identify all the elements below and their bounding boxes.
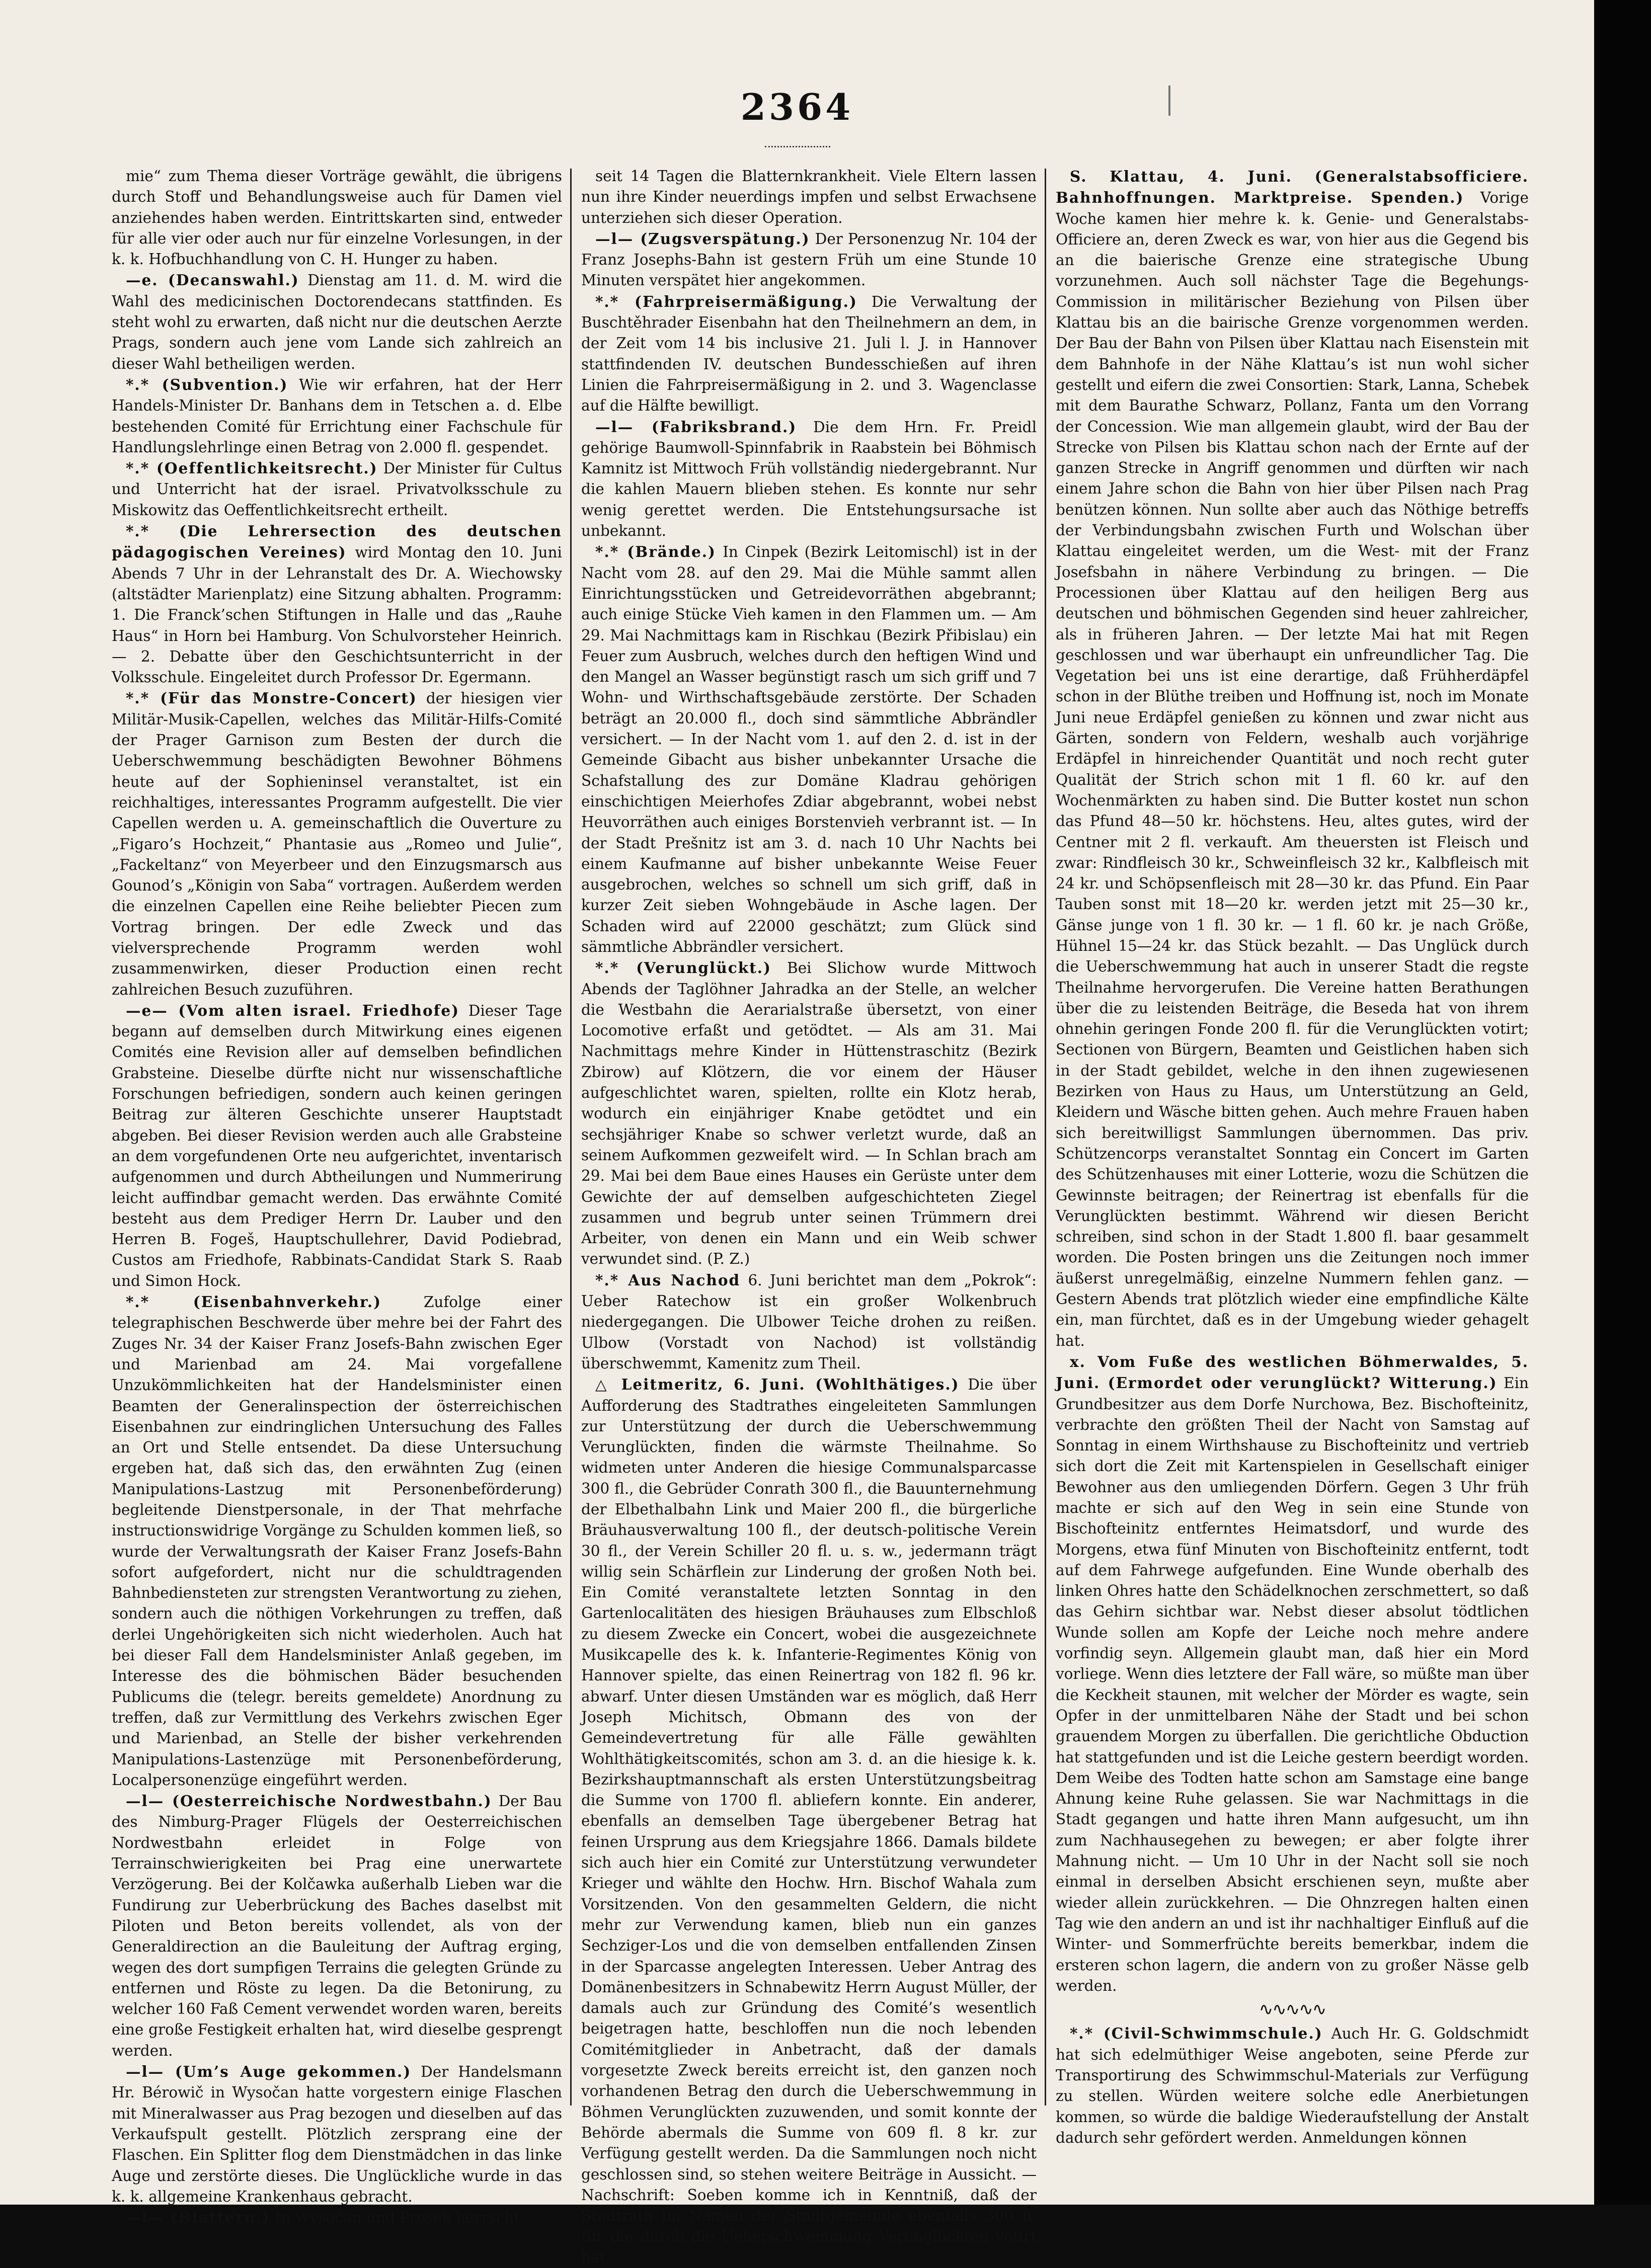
article [112, 458, 562, 521]
article-heading: —l— (Blattern.) [126, 2209, 270, 2227]
column-rule-right [1045, 169, 1046, 2105]
article [581, 291, 1037, 417]
column-2 [581, 166, 1037, 2266]
article-text: Bei Slichow wurde Mittwoch Abends der Taglöhner Jahradka an der Stelle, an welcher die Westbahn die Aerarialstraße übersetzt, von einer Locomotive erfaßt und getödtet. — Als am 31. Mai Nachmittags mehre Kinder in Hüttenstraschitz (Bezirk Zbirow) auf Klötzern, die vor einem der Häuser aufgeschlichtet waren, spielten, rollte ein Klotz herab, wodurch ein einjähriger Knabe getödtet und ein sechsjähriger Knabe so schwer verletzt wurde, daß an seinem Aufkommen gezweifelt wird. — In Schlan brach am 29. Mai bei dem Baue eines Hauses ein Gerüste unter dem Gewichte der auf demselben aufgeschichteten Ziegel zusammen und begrub unter seinen Trümmern drei Arbeiter, von denen ein Mann und ein Weib schwer verwundet sind. (P. Z.) [581, 959, 1037, 1268]
article [112, 2061, 562, 2207]
article-heading: *.* (Fahrpreisermäßigung.) [595, 292, 857, 310]
article-heading: *.* (Verunglückt.) [595, 959, 771, 977]
article-heading: *.* (Civil-Schwimmschule.) [1070, 2024, 1323, 2043]
article [112, 521, 562, 688]
article-text: Der Bau des Nimburg-Prager Flügels der Oesterreichischen Nordwestbahn erleidet in Folge von Terrainschwierigkeiten bei Prag eine unerwartete Verzögerung. Bei der Kolčawka außerhalb Lieben war die Fundirung zur Ueberbrückung des Baches daselbst mit Piloten und Beton bereits vollendet, als von der Generaldirection an die Bauleitung der Auftrag erging, wegen des dort sumpfigen Terrains die gelegten Gründe zu entfernen und Röste zu legen. Da die Betonirung, zu welcher 160 Faß Cement verwendet worden waren, bereits eine große Festigkeit erhalten hat, wird dieselbe gesprengt werden. [112, 1793, 562, 2059]
article-heading: *.* (Subvention.) [126, 375, 288, 393]
article-heading: *.* (Für das Monstre-Concert) [126, 689, 417, 707]
article [581, 228, 1037, 291]
article [112, 270, 562, 374]
article-text: Ein Grundbesitzer aus dem Dorfe Nurchowa, Bez. Bischofteinitz, verbrachte den größten Theil der Nacht von Samstag auf Sonntag in einem Wirthshause zu Bischofteinitz und vertrieb sich dort die Zeit mit Kartenspielen in Gesellschaft einiger Bewohner aus den umliegenden Dörfern. Gegen 3 Uhr früh machte er sich auf den Weg in sein eine Stunde von Bischofteinitz entferntes Heimatsdorf, und wurde des Morgens, etwa fünf Minuten von Bischofteinitz entfernt, todt auf dem Fahrwege aufgefunden. Eine Wunde oberhalb des linken Ohres hatte den Schädelknochen zerschmettert, so daß das Gehirn sichtbar war. Nebst dieser absolut tödtlichen Wunde sollen am Kopfe der Leiche noch mehre andere vorfindig seyn. Allgemein glaubt man, daß hier ein Mord vorliege. Wenn dies letztere der Fall wäre, so müßte man über die Keckheit staunen, mit welcher der Mörder es wagte, sein Opfer in der unmittelbaren Nähe der Stadt und bei schon grauendem Morgen zu überfallen. Die gerichtliche Obduction hat stattgefunden und ist die Leiche gestern beerdigt worden. Dem Weibe des Todten hatte schon am Samstage eine bange Ahnung keine Ruhe gelassen. Sie war Nachmittags in die Stadt gegangen und hatte ihren Mann aufgesucht, um ihn zum Nachhausegehen zu bewegen; er aber folgte ihrer Mahnung nicht. — Um 10 Uhr in der Nacht soll sie noch einmal in derselben Absicht erschienen seyn, mußte aber wieder allein zurückkehren. — Die Ohnzregen halten einen Tag wie den andern an und ist ihr nachhaltiger Einfluß auf die Winter- und Sommerfrüchte bereits bemerkbar, indem die ersteren schon lagern, die andern von zu großer Nässe gelb werden. [1056, 1374, 1529, 1994]
article [1056, 1351, 1529, 1996]
article-text: der hiesigen vier Militär-Musik-Capellen, welches das Militär-Hilfs-Comité der Prager Garnison zum Besten der durch die Ueberschwemmung beschädigten Bewohner Böhmens heute auf der Sophieninsel veranstaltet, ist ein reichhaltiges, interessantes Programm aufgestellt. Die vier Capellen werden u. A. gemeinschaftlich die Ouverture zu „Figaro’s Hochzeit,“ Phantasie aus „Romeo und Julie“, „Fackeltanz“ von Meyerbeer und den Einzugsmarsch aus Gounod’s „Königin von Saba“ vortragen. Außerdem werden die einzelnen Capellen eine Reihe beliebter Piecen zum Vortrag bringen. Der edle Zweck und das vielversprechende Programm werden wohl zusammenwirken, dieser Production einen recht zahlreichen Besuch zuzuführen. [112, 690, 562, 998]
article [112, 1291, 562, 1791]
article-text: Zufolge einer telegraphischen Beschwerde über mehre bei der Fahrt des Zuges Nr. 34 der Kaiser Franz Josefs-Bahn zwischen Eger und Marienbad am 24. Mai vorgefallene Unzukömmlichkeiten hat der Handelsminister einen Beamten der Generalinspection der österreichischen Eisenbahnen zur eindringlichen Untersuchung des Falles an Ort und Stelle entsendet. Da diese Untersuchung ergeben hat, daß sich das, den erwähnten Zug (einen Manipulations-Lastzug mit Personenbeförderung) begleitende Dienstpersonale, in der That mehrfache instructionswidrige Vorgänge zu Schulden kommen ließ, so wurde der Verwaltungsrath der Kaiser Franz Josefs-Bahn sofort aufgefordert, nicht nur die schuldtragenden Bahnbediensteten zur strengsten Verantwortung zu ziehen, sondern auch die nöthigen Vorkehrungen zu treffen, daß derlei Ungehörigkeiten sich nicht wiederholen. Auch hat bei dieser Fall dem Handelsminister Anlaß gegeben, im Interesse des die böhmischen Bäder besuchenden Publicums die (telegr. bereits gemeldete) Anordnung zu treffen, daß zur Vermittlung des Verkehrs zwischen Eger und Marienbad, an Stelle der bisher verkehrenden Manipulations-Lastenzüge mit Personenbeförderung, Localpersonenzüge eingeführt werden. [112, 1293, 562, 1789]
article-text: In Wysočan und Prosek herrscht [275, 2209, 520, 2227]
article [581, 166, 1037, 228]
article [112, 374, 562, 458]
article [112, 2207, 562, 2228]
article-text: Dienstag am 11. d. M. wird die Wahl des medicinischen Doctorendecans stattfinden. Es steht wohl zu erwarten, daß nicht nur die deutschen Aerzte Prags, sondern auch jene vom Lande sich zahlreich an dieser Wahl betheiligen werden. [112, 272, 562, 372]
article [581, 957, 1037, 1269]
article-text: Dieser Tage begann auf demselben durch Mitwirkung eines eigenen Comités eine Revision aller auf demselben befindlichen Grabsteine. Dieselbe dürfte nicht nur wissenschaftliche Forschungen befriedigen, sondern auch keinen geringen Beitrag zur älteren Geschichte unserer Hauptstadt abgeben. Bei dieser Revision werden auch alle Grabsteine an dem vorgefundenen Orte neu aufgerichtet, inventarisch aufgenommen und durch Abtheilungen und Nummerirung leicht auffindbar gemacht werden. Das erwähnte Comité besteht aus dem Prediger Herrn Dr. Lauber und den Herren B. Fogeš, Hauptschullehrer, David Podiebrad, Custos am Friedhofe, Rabbinats-Candidat Stark S. Raab und Simon Hock. [112, 1002, 563, 1289]
article [112, 1000, 562, 1291]
article-heading: —l— (Fabriksbrand.) [595, 418, 797, 436]
article-text: Auch Hr. G. Goldschmidt hat sich edelmüthiger Weise angeboten, seine Pferde zur Transportirung des Schwimmschul-Materials zur Verfügung zu stellen. Würden weitere solche edle Anerbietungen kommen, so würde die baldige Wiederaufstellung der Anstalt dadurch sehr gefördert werden. Anmeldungen können [1056, 2025, 1529, 2146]
article-heading: *.* (Oeffentlichkeitsrecht.) [126, 459, 378, 477]
article-heading: —e. (Decanswahl.) [126, 271, 299, 289]
article-text: Wie wir erfahren, hat der Herr Handels-Minister Dr. Banhans dem in Tetschen a. d. Elbe bestehenden Comité für Errichtung einer Fachschule für Handlungslehrlinge einen Betrag von 2.000 fl. gespendet. [112, 376, 562, 456]
page-number-rule [765, 146, 830, 147]
article [112, 166, 562, 270]
article-text: 6. Juni berichtet man dem „Pokrok“: Ueber Ratechow ist ein großer Wolkenbruch niedergegangen. Die Ulbower Teiche drohen zu reißen. Ulbow (Vorstadt von Nachod) ist vollständig überschwemmt, Kamenitz zum Theil. [581, 1271, 1037, 1372]
article [581, 417, 1037, 542]
article-heading: △ Leitmeritz, 6. Juni. (Wohlthätiges.) [595, 1375, 960, 1394]
article-text: wird Montag den 10. Juni Abends 7 Uhr in der Lehranstalt des Dr. A. Wiechowsky (altstädter Marienplatz) eine Sitzung abhalten. Programm: 1. Die Franck’schen Stiftungen in Halle und das „Rauhe Haus“ in Horn bei Hamburg. Von Schulvorsteher Heinrich. — 2. Debatte über den Geschichtsunterricht in der Volksschule. Eingeleitet durch Professor Dr. Egermann. [112, 544, 562, 686]
article [581, 541, 1037, 957]
article [581, 1374, 1037, 2268]
article-text: seit 14 Tagen die Blatternkrankheit. Viele Eltern lassen nun ihre Kinder neuerdings impfen und selbst Erwachsene unterziehen sich dieser Operation. [581, 168, 1037, 226]
article-text: Die dem Hrn. Fr. Preidl gehörige Baumwoll-Spinnfabrik in Raabstein bei Böhmisch Kamnitz ist Mittwoch Früh vollständig niedergebrannt. Nur die kahlen Mauern blieben stehen. Es konnte nur sehr wenig gerettet werden. Die Entstehungsursache ist unbekannt. [581, 418, 1037, 540]
article [112, 1791, 562, 2061]
article-text: Der Personenzug Nr. 104 der Franz Josephs-Bahn ist gestern Früh um eine Stunde 10 Minuten verspätet hier angekommen. [581, 230, 1037, 289]
article-heading: *.* (Brände.) [595, 543, 716, 561]
scan-edge [1594, 0, 1651, 2205]
article-text: Die Verwaltung der Buschtěhrader Eisenbahn hat den Theilnehmern an dem, in der Zeit vom 14 bis inclusive 21. Juli l. J. in Hannover stattfindenden IV. deutschen Bundesschießen auf ihren Linien die Fahrpreisermäßigung in 2. und 3. Wagenclasse auf die Hälfte bewilligt. [581, 293, 1037, 415]
article-text: Vorige Woche kamen hier mehre k. k. Genie- und Generalstabs-Officiere an, deren Zweck es war, von hier aus die Gegend bis an die baierische Grenze eine strategische Ubung vorzunehmen. Auch soll nächster Tage die Begehungs-Commission in militärischer Beziehung von Pilsen über Klattau bis an die bairische Grenze vorgenommen werden. Der Bau der Bahn von Pilsen über Klattau nach Eisenstein mit dem Bahnhofe in der Nähe Klattau’s ist nun wohl sicher gestellt und eifern die zwei Consortien: Stark, Lanna, Schebek mit dem Baurathe Schwarz, Pollanz, Fanta um den Vorrang der Concession. Wie man allgemein glaubt, wird der Bau der Strecke von Pilsen bis Klattau schon nach der Ernte auf der ganzen Strecke in Angriff genommen und dürften wir nach einem Jahre schon die Bahn von hier über Pilsen nach Prag benützen können. Nun sollte aber auch das Nöthige betreffs der Verbindungsbahn zwischen Furth und Wolschan über Klattau eingeleitet werden, um die West- mit der Franz Josefsbahn in nähere Verbindung zu bringen. — Die Processionen über Klattau auf den heiligen Berg aus deutschen und böhmischen Gegenden sind heuer zahlreicher, als in früheren Jahren. — Der letzte Mai hat mit Regen geschlossen und war überhaupt ein unfreundlicher Tag. Die Vegetation bei uns ist eine derartige, daß Frühherdäpfel schon in der Blüthe treiben und Hoffnung ist, noch im Monate Juni neue Erdäpfel genießen zu können und zwar nicht aus Gärten, sondern von Feldern, weshalb auch vorjährige Erdäpfel in hinreichender Quantität und noch recht guter Qualität der Strich schon mit 1 fl. 60 kr. auf den Wochenmärkten zu haben sind. Die Butter kostet nun schon das Pfund 48—50 kr. höchstens. Heu, altes gutes, wird der Centner mit 2 fl. verkauft. Am theuersten ist Fleisch und zwar: Rindfleisch 30 kr., Schweinfleisch 32 kr., Kalbfleisch mit 24 kr. und Schöpsenfleisch mit 28—30 kr. das Pfund. Ein Paar Tauben sonst mit 18—20 kr. werden jetzt mit 25—30 kr., Gänse junge von 1 fl. 30 kr. — 1 fl. 60 kr. je nach Größe, Hühnel 15—24 kr. das Stück bezahlt. — Das Unglück durch die Ueberschwemmung hat auch in unserer Stadt die regste Theilnahme hervorgerufen. Die Vereine hatten Berathungen über die zu leistenden Beiträge, die Beseda hat von ihrem ohnehin geringen Fonde 200 fl. für die Verunglückten votirt; Sectionen von Bürgern, Beamten und Geistlichen haben sich in der Stadt gebildet, welche in den ihnen zugewiesenen Bezirken von Haus zu Haus, um Unterstützung an Geld, Kleidern und Wäsche bitten gehen. Auch mehre Frauen haben sich bereitwilligst Sammlungen übernommen. Das priv. Schützencorps veranstaltet Sonntag ein Concert im Garten des Schützenhauses mit einer Lotterie, wozu die Schützen die Gewinnste beitragen; der Reinertrag ist ebenfalls für die Verunglückten bestimmt. Während wir diesen Bericht schreiben, sind schon in der Stadt 1.800 fl. baar gesammelt worden. Die Posten bringen uns die Zeitungen noch immer äußerst unregelmäßig, einzelne Nummern fehlen ganz. — Gestern Abends trat plötzlich wieder eine empfindliche Kälte ein, man fürchtet, daß es in der Umgebung wieder gehagelt hat. [1056, 189, 1529, 1349]
separator-ornament: ∿∿∿∿∿ [1259, 1999, 1326, 2020]
article-text: Der Handelsmann Hr. Bérowič in Wysočan hatte vorgestern einige Flaschen mit Mineralwasser aus Prag bezogen und dieselben auf das Verkaufspult gestellt. Plötzlich zersprang eine der Flaschen. Ein Splitter flog dem Dienstmädchen in das linke Auge und zerstörte dieses. Die Unglückliche wurde in das k. k. allgemeine Krankenhaus gebracht. [112, 2063, 562, 2205]
article-heading: *.* (Die Lehrersection des deutschen pädagogischen Vereines) [112, 522, 562, 561]
column-1 [112, 166, 563, 2227]
article-text: mie“ zum Thema dieser Vorträge gewählt, die übrigens durch Stoff und Behandlungsweise auch für Damen viel anziehendes haben werden. Eintrittskarten sind, entweder für alle vier oder auch nur für einzelne Vorlesungen, in der k. k. Hofbuchhandlung von C. H. Hunger zu haben. [112, 168, 562, 268]
article [581, 1270, 1037, 1374]
article-heading: x. Vom Fuße des westlichen Böhmerwaldes, 5. Juni. (Ermordet oder verunglückt? Witterung.) [1056, 1352, 1529, 1392]
article-heading: —l— (Zugsverspätung.) [595, 229, 810, 248]
article [1056, 166, 1529, 1351]
article-text: Der Minister für Cultus und Unterricht hat der israel. Privatvolksschule zu Miskowitz das Oeffentlichkeitsrecht ertheilt. [112, 460, 562, 519]
page-number: 2364 [740, 86, 854, 128]
article [1056, 2023, 1529, 2148]
article-heading: *.* (Eisenbahnverkehr.) [126, 1293, 382, 1311]
article-heading: *.* Aus Nachod [595, 1271, 741, 1289]
article [112, 688, 562, 1000]
article-heading: —l— (Oesterreichische Nordwestbahn.) [126, 1792, 492, 1810]
article-heading: —e— (Vom alten israel. Friedhofe) [126, 1001, 460, 1019]
column-3 [1056, 166, 1529, 2146]
article-text: Die über Aufforderung des Stadtrathes eingeleiteten Sammlungen zur Unterstützung der durch die Ueberschwemmung Verunglückten, finden die wärmste Theilnahme. So widmeten unter Anderen die hiesige Communalsparcasse 300 fl., die Gebrüder Conrath 300 fl., die Bauunternehmung der Elbethalbahn Link und Maier 200 fl., die bürgerliche Bräuhausverwaltung 100 fl., der deutsch-politische Verein 30 fl., der Verein Schiller 20 fl. u. s. w., jedermann trägt willig sein Schärflein zur Linderung der großen Noth bei. Ein Comité veranstaltete letzten Sonntag in den Gartenlocalitäten des hiesigen Bräuhauses zum Elbschloß zu diesem Zwecke ein Concert, wobei die ausgezeichnete Musikcapelle des k. k. Infanterie-Regimentes König von Hannover spielte, das einen Reinertrag von 182 fl. 96 kr. abwarf. Unter diesen Umständen war es möglich, daß Herr Joseph Michitsch, Obmann des von der Gemeindevertretung für alle Fälle gewählten Wohlthätigkeitscomités, schon am 3. d. an die hiesige k. k. Bezirkshauptmannschaft als ersten Unterstützungsbeitrag die Summe von 1700 fl. abliefern konnte. Ein anderer, ebenfalls an demselben Tage übergebener Betrag hat feinen Ursprung aus dem Kriegsjahre 1866. Damals bildete sich auch hier ein Comité zur Unterstützung verwundeter Krieger und wählte den Hochw. Hrn. Bischof Wahala zum Vorsitzenden. Von den gesammelten Geldern, die nicht mehr zur Verwendung kamen, blieb nun ein ganzes Sechziger-Los und die von demselben entfallenden Zinsen in der Sparcasse angelegten Interessen. Ueber Antrag des Domänenbesitzers in Schnabewitz Herrn August Müller, der damals auch zur Gründung des Comité’s wesentlich beigetragen hatte, beschloffen nun die noch lebenden Comitémitglieder in Anbetracht, daß der damals vorgesetzte Zweck bereits erreicht ist, den ganzen noch vorhandenen Betrag den durch die Ueberschwemmung in Böhmen Verunglückten zuzuwenden, und somit konnte der Behörde abermals die Summe von 609 fl. 8 kr. zur Verfügung gestellt werden. Da die Sammlungen noch nicht geschlossen sind, so stehen weitere Beiträge in Aussicht. — Nachschrift: Soeben komme ich in Kenntniß, daß der Stadtrath im Namen der Stadtgemeinde ebenfalls 300 fl. für die durch die Ueberschwemmung Verunglückten votirt hat. [581, 1376, 1037, 2266]
article-heading: S. Klattau, 4. Juni. (Generalstabsofficiere. Bahnhoffnungen. Marktpreise. Spenden.) [1056, 168, 1529, 207]
article-heading: —l— (Um’s Auge gekommen.) [126, 2063, 412, 2081]
article-text: In Cinpek (Bezirk Leitomischl) ist in der Nacht vom 28. auf den 29. Mai die Mühle sammt allen Einrichtungsstücken und Getreidevorräthen abgebrannt; auch einige Stücke Vieh kamen in den Flammen um. — Am 29. Mai Nachmittags kam in Rischkau (Bezirk Přibislau) ein Feuer zum Ausbruch, welches durch den heftigen Wind und den Mangel an Wasser begünstigt rasch um sich griff und 7 Wohn- und Wirthschaftsgebäude zerstörte. Der Schaden beträgt an 20.000 fl., doch sind sämmtliche Abbrändler versichert. — In der Nacht vom 1. auf den 2. d. ist in der Gemeinde Gibacht aus bisher unbekannter Ursache die Schafstallung des zur Domäne Kladrau gehörigen einschichtigen Meierhofes Zdiar abgebrannt, wobei nebst Heuvorräthen auch einiges Borstenvieh verbrannt ist. — In der Stadt Prešnitz ist am 3. d. nach 10 Uhr Nachts bei einem Kaufmanne auf bisher unbekannte Weise Feuer ausgebrochen, welches so schnell um sich griff, daß in kurzer Zeit sieben Wohngebäude in Asche lagen. Der Schaden wird auf 22000 geschätzt; zum Glück sind sämmtliche Abbrändler versichert. [581, 543, 1037, 955]
column-rule-left [570, 169, 572, 2105]
